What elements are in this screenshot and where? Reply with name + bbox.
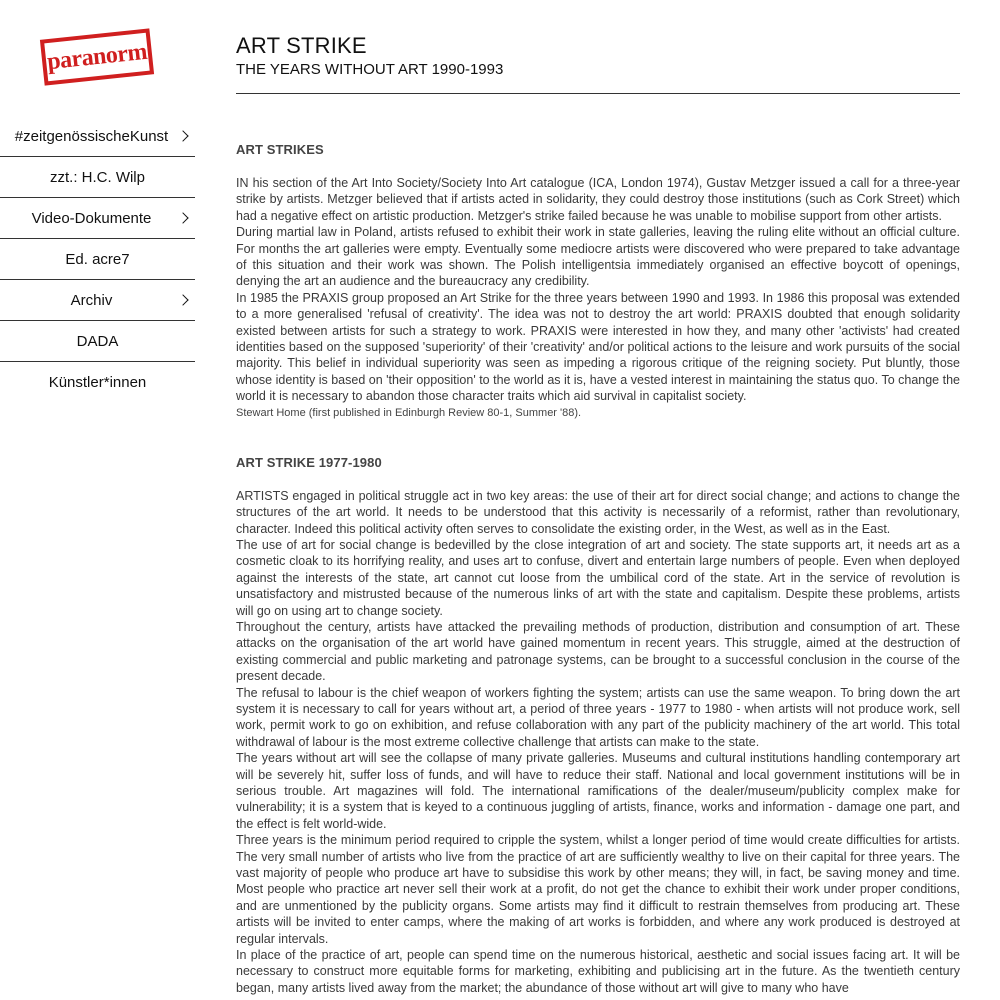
nav-item-label: Video-Dokumente [31,209,152,227]
section-art-strikes [236,142,960,421]
nav-item-video-dokumente[interactable] [0,198,195,239]
nav-item-label: Archiv [70,291,113,309]
chevron-right-icon [177,212,188,223]
paragraph: Throughout the century, artists have attacked the prevailing methods of production, distribution and consumption of art. These attacks on the organisation of the art world have gained momentum in recent years. This struggle, aimed at the destruction of existing commercial and public marketing and patronage systems, can be brought to a successful conclusion in the course of the present decade. [236,619,960,684]
nav-item-label: #zeitgenössischeKunst [14,127,169,145]
sidebar-nav [0,116,195,402]
paragraph: Three years is the minimum period required to cripple the system, whilst a longer period of time would create difficulties for artists. The very small number of artists who live from the practice of art are sufficiently wealthy to live on their capital for three years. The vast majority of people who produce art have to subsidise this work by other means; they will, in fact, be saving money and time. Most people who practice art never sell their work at a profit, do not get the chance to exhibit their work under proper conditions, and are unmentioned by the publicity organs. Some artists may find it difficult to restrain themselves from producing art. These artists will be invited to enter camps, where the making of art works is forbidden, and where any work produced is destroyed at regular intervals. [236,833,960,946]
nav-item-label: DADA [76,332,119,350]
paragraph: ARTISTS engaged in political struggle act in two key areas: the use of their art for direct social change; and actions to change the structures of the art world. It needs to be understood that this activity is necessarily of a reformist, rather than revolutionary, character. Indeed this political activity often serves to consolidate the existing order, in the West, as well as in the East. [236,488,960,536]
paragraph: In 1985 the PRAXIS group proposed an Art Strike for the three years between 1990 and 1993. In 1986 this proposal was extended to a more generalised 'refusal of creativity'. The idea was not to destroy the art world: PRAXIS doubted that enough solidarity existed between artists for such a strategy to work. PRAXIS were interested in how they, and many other 'activists' had created identities based on the supposed 'superiority' of their 'creativity' and/or political actions to the leisure and work pursuits of the social majority. This belief in individual superiority was seen as impeding a rigorous critique of the reigning society. Put bluntly, those whose identity is based on 'their opposition' to the world as it is, have a vested interest in maintaining the status quo. To change the world it is necessary to abandon those character traits which aid survival in capitalist society. [236,290,960,404]
nav-item-archiv[interactable] [0,280,195,321]
section-heading: ART STRIKES [236,142,324,157]
page-header [236,34,960,78]
page-title: ART STRIKE [236,33,367,58]
header-divider [236,93,960,94]
logo-text: paranorm [45,38,149,75]
paragraph: The years without art will see the collapse of many private galleries. Museums and cultural institutions handling contemporary art will be severely hit, suffer loss of funds, and will have to reduce their staff. National and local government institutions will be in serious trouble. Art magazines will fold. The international ramifications of the dealer/museum/publicity complex make for vulnerability; it is a system that is keyed to a continuous juggling of artists, finance, works and information - damage one part, and the effect is felt world-wide. [236,751,960,831]
nav-item-label: Ed. acre7 [65,250,130,268]
nav-item-kuenstlerinnen[interactable] [0,362,195,402]
paragraph: In place of the practice of art, people can spend time on the numerous historical, aesthetic and social issues facing art. It will be necessary to construct more equitable forms for marketing, exhibiting and publicising art in the future. As the twentieth century began, many artists lived away from the market; the abundance of those without art will give to many who have [236,948,960,995]
paragraph: During martial law in Poland, artists refused to exhibit their work in state galleries, leaving the ruling elite without an official culture. For months the art galleries were empty. Eventually some mediocre artists were discovered who were prepared to take advantage of this situation and their work was shown. The Polish intelligentsia immediately organised an effective boycott of openings, denying the art an audience and the bureaucracy any credibility. [236,225,960,289]
nav-item-label: Künstler*innen [48,373,147,391]
paragraph: The refusal to labour is the chief weapon of workers fighting the system; artists can use the same weapon. To bring down the art system it is necessary to call for years without art, a period of three years - 1977 to 1980 - when artists will not produce work, sell work, permit work to go on exhibition, and refuse collaboration with any part of the publicity machinery of the art world. This total withdrawal of labour is the most extreme collective challenge that artists can make to the state. [236,685,960,749]
section-art-strike-1977-1980 [236,455,960,997]
nav-item-hc-wilp[interactable] [0,157,195,198]
author-credit: Stewart Home (first published in Edinburgh Review 80-1, Summer '88). [236,406,582,419]
section-heading: ART STRIKE 1977-1980 [236,454,382,470]
article-content [236,142,960,996]
nav-item-dada[interactable] [0,321,195,362]
chevron-right-icon [177,130,188,141]
nav-item-zeitgenoessische-kunst[interactable] [0,116,195,157]
nav-item-label: zzt.: H.C. Wilp [49,168,145,186]
page-subtitle: THE YEARS WITHOUT ART 1990-1993 [236,61,504,78]
paranorm-logo[interactable] [40,28,154,85]
nav-item-ed-acre7[interactable] [0,239,195,280]
paragraph: IN his section of the Art Into Society/Society Into Art catalogue (ICA, London 1974), Gustav Metzger issued a call for a three-year strike by artists. Metzger believed that if artists acted in solidarity, they could destroy those institutions (such as Cork Street) which had a negative effect on artistic production. Metzger's strike failed because he was unable to mobilise support from other artists. [236,176,960,223]
chevron-right-icon [177,294,188,305]
paragraph: The use of art for social change is bedevilled by the close integration of art and society. The state supports art, it needs art as a cosmetic cloak to its horrifying reality, and uses art to confuse, divert and entertain large numbers of people. Even when deployed against the interests of the state, art cannot cut loose from the umbilical cord of the state. Art in the service of revolution is unsatisfactory and mistrusted because of the numerous links of art with the state and capitalism. Despite these problems, artists will go on using art to change society. [236,537,960,618]
